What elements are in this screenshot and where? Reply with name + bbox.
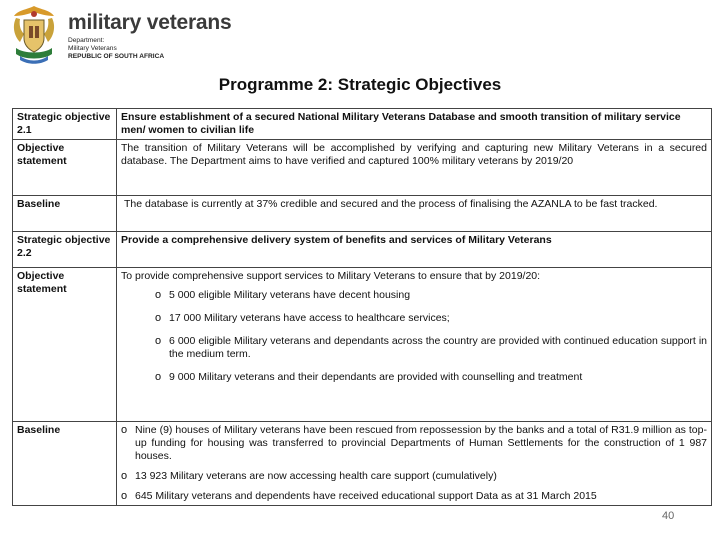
brand-sub-line: REPUBLIC OF SOUTH AFRICA (68, 53, 165, 60)
row-value: Ensure establishment of a secured National Military Veterans Database and smooth transition of military service men/ women to civilian life (117, 109, 712, 140)
row-label: Objective statement (13, 140, 117, 196)
list-item (155, 312, 707, 325)
row-label: Strategic objective 2.1 (13, 109, 117, 140)
bullet-icon: o (155, 289, 162, 301)
bullet-icon: o (155, 371, 162, 383)
table-row (13, 196, 712, 232)
list-item (155, 371, 707, 384)
row-value (117, 196, 712, 232)
objective-list (155, 289, 707, 384)
list-item-text: 17 000 Military veterans have access to healthcare services; (169, 312, 450, 324)
list-item-text: 6 000 eligible Military veterans and dependants across the country are provided with continued education support in the medium term. (169, 335, 707, 360)
brand-sub-line: Department: (68, 37, 105, 44)
list-item-text: 645 Military veterans and dependents have received educational support Data as at 31 March 2015 (135, 490, 597, 502)
objective-intro: To provide comprehensive support services to Military Veterans to ensure that by 2019/20: (121, 270, 541, 282)
row-label: Baseline (13, 422, 117, 506)
bullet-icon: o (121, 490, 128, 502)
list-item (121, 490, 707, 503)
list-item (155, 335, 707, 361)
list-item-text: 5 000 eligible Military veterans have decent housing (169, 289, 411, 301)
table-row (13, 140, 712, 196)
list-item-text: 13 923 Military veterans are now accessing health care support (cumulatively) (135, 470, 497, 482)
brand-title: military veterans (68, 11, 232, 34)
list-item-text: 9 000 Military veterans and their dependants are provided with counselling and treatment (169, 371, 583, 383)
bullet-icon: o (155, 335, 162, 347)
table-row (13, 268, 712, 422)
row-label: Objective statement (13, 268, 117, 422)
row-value (117, 268, 712, 422)
row-value: Provide a comprehensive delivery system of benefits and services of Military Veterans (117, 232, 712, 268)
page-title: Programme 2: Strategic Objectives (218, 75, 502, 94)
baseline-text: The database is currently at 37% credible and secured and the process of finalising the AZANLA to be fast tracked. (124, 198, 658, 210)
brand-subtitle (68, 37, 164, 61)
row-label: Baseline (13, 196, 117, 232)
page-number: 40 (662, 510, 675, 522)
row-value: The transition of Military Veterans will be accomplished by verifying and capturing new Military Veterans in a secured database. The Department aims to have verified and captured 100% military veterans by 2019/20 (117, 140, 712, 196)
list-item (121, 470, 707, 483)
table-row (13, 422, 712, 506)
header (8, 4, 268, 68)
list-item-text: Nine (9) houses of Military veterans have been rescued from repossession by the banks and a total of R31.9 million as top-up funding for housing was transferred to provincial Departments of Human Settlements for the construction of 1 987 houses. (135, 424, 707, 462)
row-label: Strategic objective 2.2 (13, 232, 117, 268)
brand-sub-line: Military Veterans (68, 45, 117, 52)
bullet-icon: o (121, 470, 128, 482)
bullet-icon: o (155, 312, 162, 324)
row-value (117, 422, 712, 506)
list-item (155, 289, 707, 302)
strategic-objectives-table (12, 108, 712, 506)
list-item (121, 424, 707, 463)
coat-of-arms-icon (8, 4, 60, 66)
table-row (13, 109, 712, 140)
table-row (13, 232, 712, 268)
bullet-icon: o (121, 424, 128, 436)
baseline-list (121, 424, 707, 503)
